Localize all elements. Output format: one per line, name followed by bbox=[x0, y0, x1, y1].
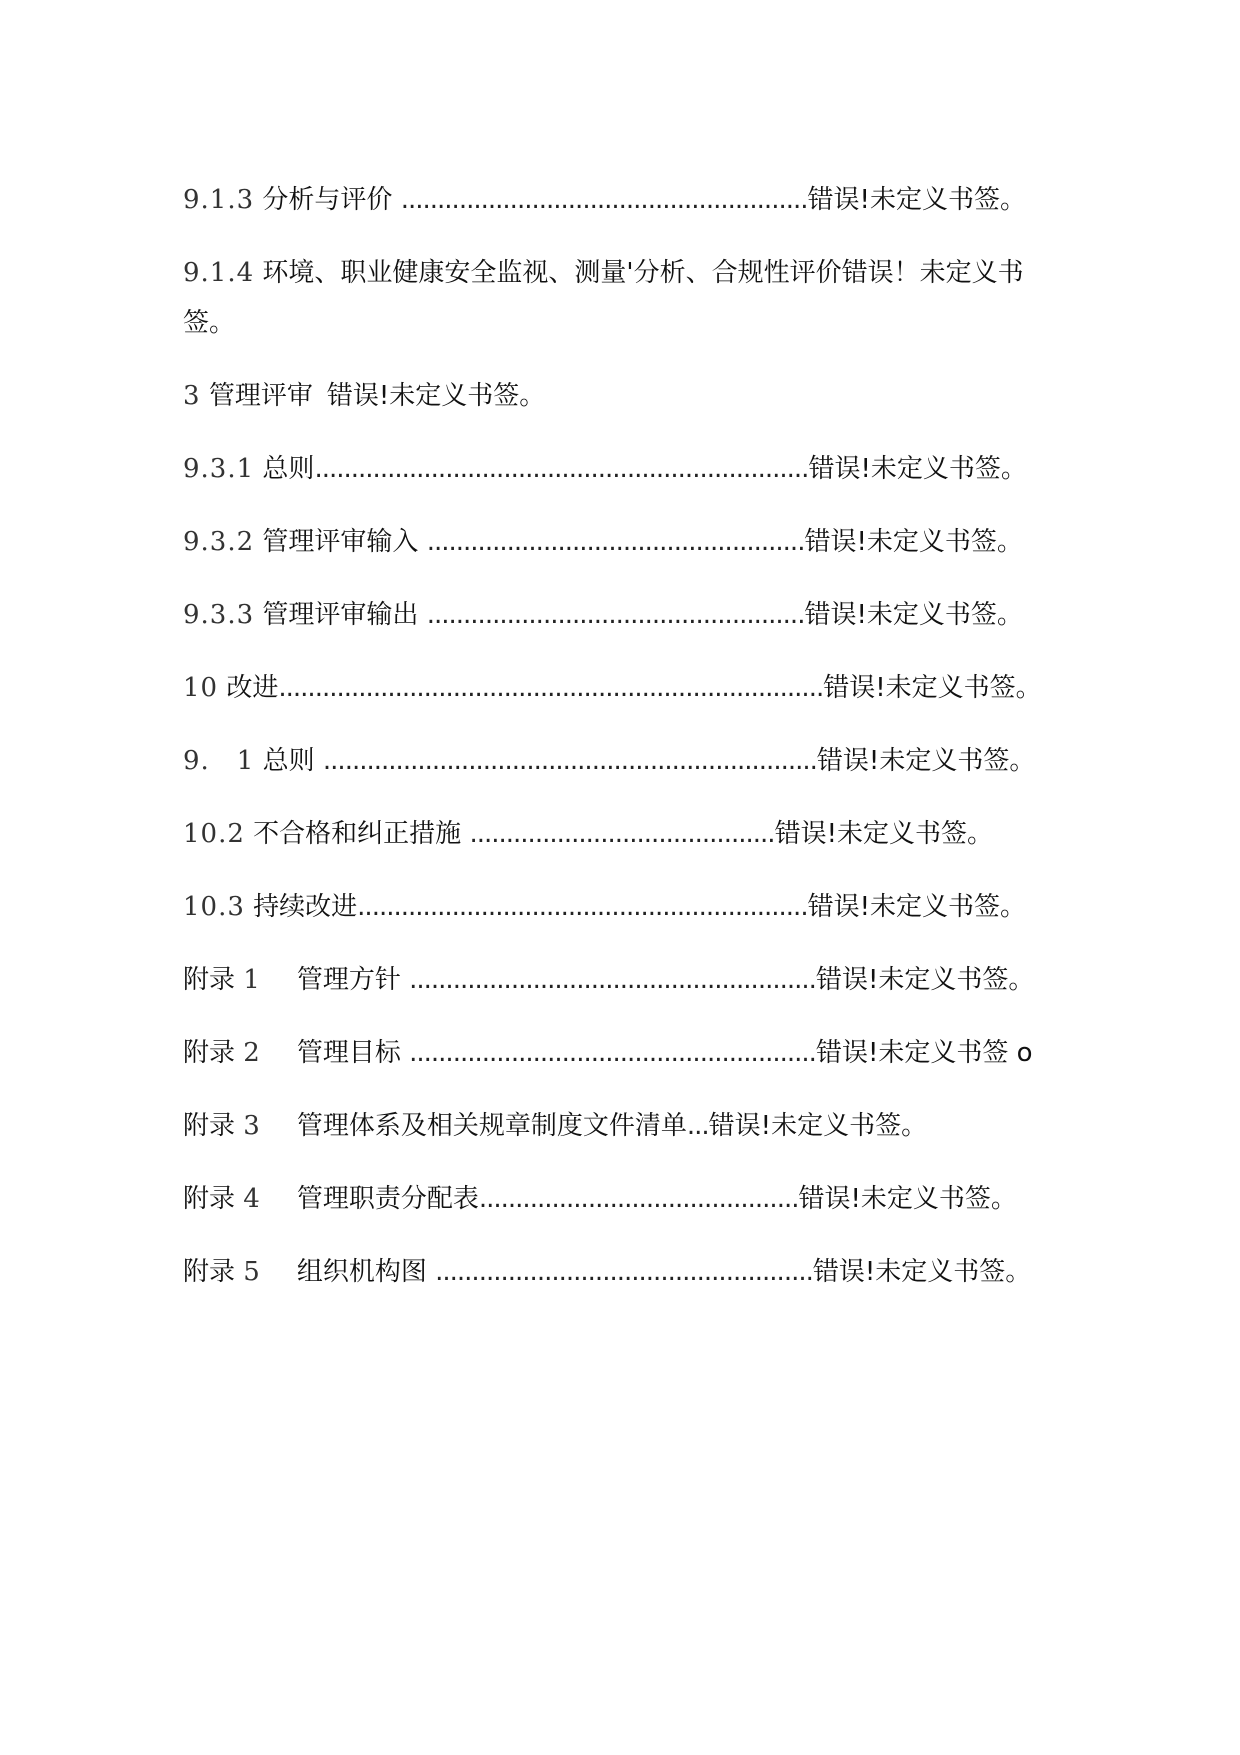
toc-entry-10-3[interactable] bbox=[183, 888, 1043, 926]
toc-entry-title: 不合格和纠正措施 bbox=[253, 819, 462, 849]
toc-entry-ref: 错误!未定义书签。 bbox=[804, 600, 1023, 630]
toc-entry-prefix: 附录 bbox=[183, 1257, 236, 1287]
toc-entry-ref: 错误!未定义书签。 bbox=[815, 965, 1035, 995]
table-of-contents bbox=[183, 181, 1043, 1326]
toc-entry-9-3[interactable] bbox=[183, 377, 1043, 415]
toc-entry-10[interactable] bbox=[183, 669, 1043, 707]
toc-entry-number: 9.3.1 bbox=[183, 454, 255, 484]
toc-entry-number: 1 bbox=[243, 965, 261, 995]
toc-entry-title: 分析与评价 bbox=[262, 185, 393, 215]
toc-entry-number: 3 bbox=[183, 381, 201, 411]
toc-entry-9-3-3[interactable] bbox=[183, 596, 1043, 634]
toc-entry-ref: 错误!未定义书签 o bbox=[815, 1038, 1033, 1068]
toc-entry-9-3-1[interactable] bbox=[183, 450, 1043, 488]
toc-entry-ref: 错误!未定义书签。 bbox=[812, 1257, 1032, 1287]
toc-entry-10-2[interactable] bbox=[183, 815, 1043, 853]
toc-leader-dots: ... bbox=[686, 1111, 709, 1141]
toc-entry-10-1[interactable] bbox=[183, 742, 1043, 780]
toc-leader-dots: .................................................... bbox=[435, 1257, 813, 1287]
toc-entry-number: 9. 1 bbox=[183, 746, 255, 776]
toc-entry-title: 管理评审输入 bbox=[262, 527, 419, 557]
toc-entry-ref: 错误!未定义书签。 bbox=[326, 381, 546, 411]
toc-leader-dots: .................................................................... bbox=[314, 454, 809, 484]
toc-entry-title: 组织机构图 bbox=[296, 1257, 427, 1287]
toc-entry-title: 管理体系及相关规章制度文件清单 bbox=[296, 1111, 687, 1141]
toc-leader-dots: .................................................... bbox=[426, 527, 805, 557]
toc-entry-ref: 错误!未定义书签。 bbox=[823, 673, 1042, 703]
toc-leader-dots: .................................................... bbox=[426, 600, 805, 630]
toc-entry-appendix-2[interactable] bbox=[183, 1034, 1043, 1072]
toc-entry-prefix: 附录 bbox=[183, 1038, 236, 1068]
toc-entry-ref: 错误!未定义书签。 bbox=[808, 454, 1027, 484]
toc-entry-ref: 错误!未定义书签。 bbox=[708, 1111, 928, 1141]
toc-entry-text: 环境、职业健康安全监视、测量'分析、合规性评价错误！未定义书签。 bbox=[183, 258, 1024, 338]
toc-entry-number: 5 bbox=[243, 1257, 261, 1287]
toc-entry-title: 管理方针 bbox=[296, 965, 401, 995]
toc-leader-dots: ........................................................ bbox=[409, 1038, 816, 1068]
toc-leader-dots: ........................................................................... bbox=[278, 673, 824, 703]
toc-leader-dots: .............................................................. bbox=[357, 892, 808, 922]
toc-entry-ref: 错误!未定义书签。 bbox=[804, 527, 1023, 557]
toc-entry-number: 10 bbox=[183, 673, 219, 703]
toc-leader-dots: .......................................... bbox=[469, 819, 775, 849]
toc-entry-appendix-5[interactable] bbox=[183, 1253, 1043, 1291]
toc-entry-ref: 错误!未定义书签。 bbox=[807, 185, 1026, 215]
toc-entry-title: 总则 bbox=[262, 746, 315, 776]
toc-entry-9-3-2[interactable] bbox=[183, 523, 1043, 561]
toc-entry-9-1-3[interactable] bbox=[183, 181, 1043, 219]
toc-entry-title: 改进 bbox=[226, 673, 279, 703]
toc-leader-dots: ............................................ bbox=[478, 1184, 799, 1214]
toc-entry-number: 10.2 bbox=[183, 819, 245, 849]
toc-leader-dots: .................................................................... bbox=[322, 746, 817, 776]
toc-entry-number: 9.1.4 bbox=[183, 258, 255, 288]
toc-leader-dots: ........................................................ bbox=[400, 185, 808, 215]
toc-entry-ref: 错误!未定义书签。 bbox=[798, 1184, 1017, 1214]
toc-entry-number: 10.3 bbox=[183, 892, 245, 922]
toc-entry-number: 9.3.2 bbox=[183, 527, 255, 557]
toc-entry-prefix: 附录 bbox=[183, 1111, 236, 1141]
toc-entry-appendix-3[interactable] bbox=[183, 1107, 1043, 1145]
toc-entry-title: 管理职责分配表 bbox=[296, 1184, 479, 1214]
toc-entry-number: 2 bbox=[243, 1038, 261, 1068]
toc-entry-ref: 错误!未定义书签。 bbox=[774, 819, 993, 849]
toc-leader-dots: ........................................................ bbox=[409, 965, 816, 995]
toc-entry-appendix-4[interactable] bbox=[183, 1180, 1043, 1218]
toc-entry-title: 总则 bbox=[262, 454, 315, 484]
toc-entry-prefix: 附录 bbox=[183, 965, 236, 995]
toc-entry-prefix: 附录 bbox=[183, 1184, 236, 1214]
toc-entry-number: 9.1.3 bbox=[183, 185, 255, 215]
toc-entry-ref: 错误!未定义书签。 bbox=[816, 746, 1036, 776]
toc-entry-title: 持续改进 bbox=[253, 892, 358, 922]
toc-entry-title: 管理评审 bbox=[208, 381, 313, 411]
toc-entry-number: 9.3.3 bbox=[183, 600, 255, 630]
toc-entry-9-1-4[interactable] bbox=[183, 248, 1043, 348]
toc-entry-title: 管理评审输出 bbox=[262, 600, 419, 630]
toc-entry-title: 管理目标 bbox=[296, 1038, 401, 1068]
toc-entry-ref: 错误!未定义书签。 bbox=[807, 892, 1027, 922]
toc-entry-appendix-1[interactable] bbox=[183, 961, 1043, 999]
toc-entry-number: 3 bbox=[243, 1111, 261, 1141]
toc-entry-number: 4 bbox=[243, 1184, 261, 1214]
